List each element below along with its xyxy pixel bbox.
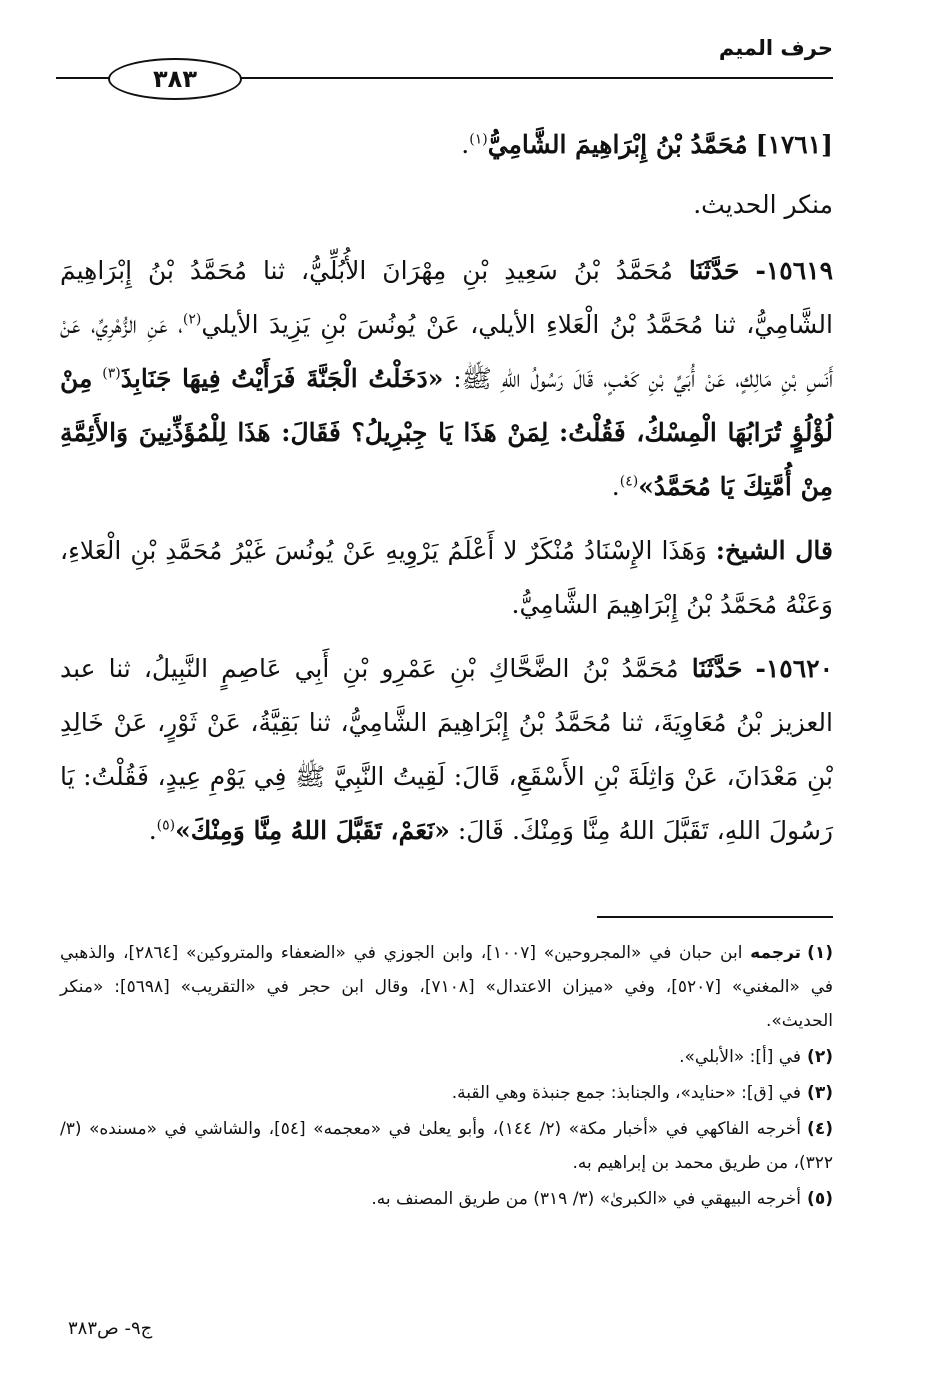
- isnad-text: مُحَمَّدُ بْنُ الضَّحَّاكِ بْنِ عَمْرِو بْنِ أَبِي عَاصِمٍ النَّبِيلُ، ثنا عبد العزيز بْنُ مُعَاوِيَةَ، ثنا مُحَمَّدُ بْنُ إِبْرَاهِيمَ الشَّامِيُّ، ثنا بَقِيَّةُ، عَنْ ثَوْرٍ، عَنْ خَالِدِ بْنِ مَعْدَانَ، عَنْ وَاثِلَةَ بْنِ الأَسْقَعِ، قَالَ: لَقِيتُ النَّبِيَّ ﷺ فِي يَوْمِ عِيدٍ، فَقُلْتُ: يَا رَسُولَ اللهِ، تَقَبَّلَ اللهُ مِنَّا وَمِنْكَ. قَالَ:: [60, 654, 833, 845]
- volume-page-reference: ج٩- ص٣٨٣: [68, 1318, 153, 1339]
- footnote-number: (٣): [807, 1083, 833, 1103]
- footnote-lead: ترجمه: [750, 943, 802, 963]
- footnote-ref-4: (٤): [619, 473, 639, 490]
- entry-end: .: [461, 130, 470, 159]
- matn-text-1: «دَخَلْتُ الْجَنَّةَ فَرَأَيْتُ فِيهَا جَنَابِذَ: [120, 364, 444, 393]
- footnote-5: [60, 1182, 833, 1216]
- footnote-rule: [597, 916, 833, 918]
- matn-text-2: مِنْ لُؤْلُؤٍ تُرَابُهَا الْمِسْكُ، فَقُلْتُ: لِمَنْ هَذَا يَا جِبْرِيلُ؟ فَقَالَ: هَذَا لِلْمُؤَذِّنِينَ وَالأَئِمَّةِ مِنْ أُمَّتِكَ يَا مُحَمَّدُ»: [60, 364, 833, 501]
- page-body: [60, 118, 833, 858]
- footnote-text: في [ق]: «حنايد»، والجنابذ: جمع جنبذة وهي القبة.: [451, 1083, 802, 1103]
- sheikh-comment: [60, 524, 833, 632]
- footnote-ref-5: (٥): [156, 817, 176, 834]
- isnad-text: مُحَمَّدُ بْنُ سَعِيدِ بْنِ مِهْرَانَ الأُبُلِّيُّ، ثنا مُحَمَّدُ بْنُ إِبْرَاهِيمَ الشَّامِيُّ، ثنا مُحَمَّدُ بْنُ الْعَلاءِ الأيلي، عَنْ يُونُسَ بْنِ يَزِيدَ الأيلي: [60, 256, 833, 339]
- haddathana: حَدَّثَنَا: [691, 654, 743, 683]
- footnote-number: (٤): [807, 1119, 833, 1139]
- footnote-3: [60, 1076, 833, 1110]
- page-header: [56, 30, 833, 96]
- entry-heading: [60, 118, 833, 172]
- footnote-ref-2: (٢): [182, 311, 202, 328]
- hadith-end: .: [148, 816, 157, 845]
- page-number-badge: ٣٨٣: [108, 58, 242, 100]
- hadith-number: ١٥٦١٩-: [755, 256, 833, 285]
- entry-grade: منكر الحديث.: [693, 190, 833, 219]
- footnote-number: (١): [807, 943, 834, 963]
- haddathana: حَدَّثَنَا: [688, 256, 740, 285]
- entry-name: مُحَمَّدُ بْنُ إِبْرَاهِيمَ الشَّامِيُّ: [487, 130, 748, 159]
- matn-text: «نَعَمْ، تَقَبَّلَ اللهُ مِنَّا وَمِنْكَ»: [175, 816, 450, 845]
- hadith-15620: [60, 642, 833, 858]
- sheikh-text: وَهَذَا الإِسْنَادُ مُنْكَرٌ لا أَعْلَمُ يَرْوِيهِ عَنْ يُونُسَ غَيْرُ مُحَمَّدِ بْنِ الْعَلاءِ، وَعَنْهُ مُحَمَّدُ بْنُ إِبْرَاهِيمَ الشَّامِيُّ.: [60, 536, 833, 619]
- footnotes: [60, 936, 833, 1218]
- footnote-number: (٥): [807, 1189, 833, 1209]
- footnote-ref-1: (١): [469, 131, 488, 148]
- hadith-15619: [60, 244, 833, 514]
- footnote-ref-3: (٣): [102, 365, 121, 382]
- running-title: حرف الميم: [718, 36, 833, 60]
- hadith-end: .: [611, 472, 620, 501]
- footnote-1: [60, 936, 833, 1038]
- footnote-4: [60, 1112, 833, 1180]
- footnote-text: أخرجه الفاكهي في «أخبار مكة» (٢/ ١٤٤)، وأبو يعلىٰ في «معجمه» [٥٤]، والشاشي في «مسنده» (٣/ ٣٢٢)، من طريق محمد بن إبراهيم به.: [60, 1119, 833, 1173]
- footnote-text: في [أ]: «الأبلي».: [679, 1047, 802, 1067]
- footnote-number: (٢): [807, 1047, 833, 1067]
- entry-number: [١٧٦١]: [755, 130, 833, 159]
- footnote-text: أخرجه البيهقي في «الكبرىٰ» (٣/ ٣١٩) من طريق المصنف به.: [371, 1189, 802, 1209]
- isnad-text-2: ، عَنِ الزُّهْرِيِّ، عَنْ أَنَسِ بْنِ مَالِكٍ، عَنْ أُبَيِّ بْنِ كَعْبٍ، قَالَ رَسُولُ اللهِ ﷺ:: [60, 310, 834, 393]
- footnote-text: ابن حبان في «المجروحين» [١٠٠٧]، وابن الجوزي في «الضعفاء والمتروكين» [٢٨٦٤]، والذهبي في «المغني» [٥٢٠٧]، وفي «ميزان الاعتدال» [٧١٠٨]، وقال ابن حجر في «التقريب» [٥٦٩٨]: «منكر الحديث».: [60, 943, 833, 1031]
- hadith-number: ١٥٦٢٠-: [755, 654, 834, 683]
- sheikh-lead: قال الشيخ:: [715, 536, 833, 565]
- footnote-2: [60, 1040, 833, 1074]
